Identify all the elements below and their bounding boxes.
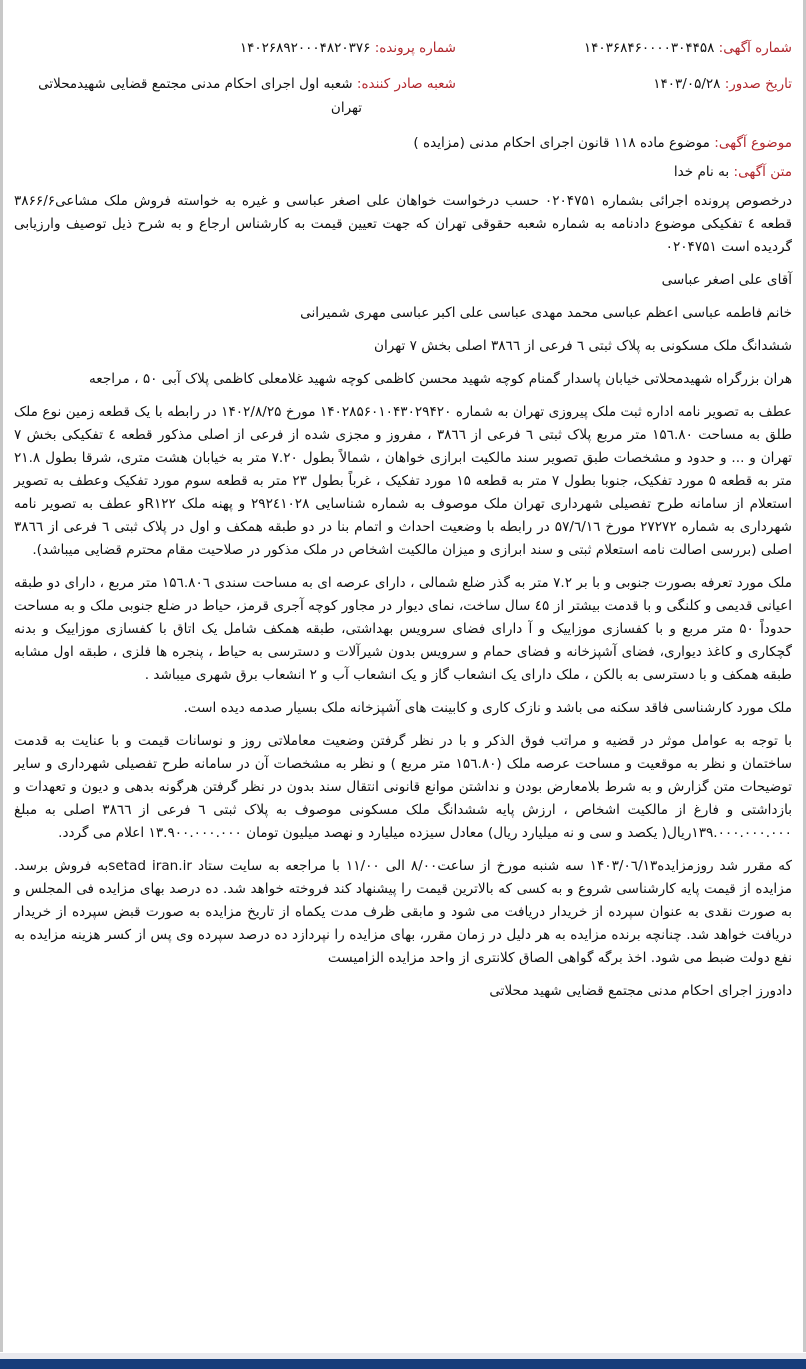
paragraph-signature: دادورز اجرای احکام مدنی مجتمع قضایی شهید محلاتی (489, 983, 792, 999)
subject-label: موضوع آگهی: (714, 135, 792, 151)
paragraph-auction: که مقرر شد روزمزایده۱۴۰۳/۰٦/۱۳ سه شنبه مورخ از ساعت۸/۰۰ الی ۱۱/۰۰ با مراجعه به سایت ستاد setad iran.irبه فروش برسد. مزایده از قیمت پایه کارشناسی شروع و به کسی که بالاترین قیمت را پیشنهاد کند فروخته خواهد شد. ده درصد بهای مزایده فی المجلس و به صورت نقدی به عنوان سپرده از خریدار دریافت می شود و مابقی ظرف مدت یکماه از تاریخ مزایده به صورت قبض سپرده از خریدار دریافت خواهد شد. چنانچه برنده مزایده به هر دلیل در زمان مقرر، بهای مزایده را نپردازد ده درصد سپرده وی پس از کسر هزینه مزایده به نفع دولت ضبط می شود. اخذ برگه گواهی الصاق کلانتری از واحد مزایده الزامیست (14, 858, 792, 966)
opening-line: به نام خدا (673, 164, 730, 180)
issue-date-row (653, 73, 792, 95)
ad-number-label: شماره آگهی: (718, 40, 792, 56)
paragraph-valuation: با توجه به عوامل موثر در قضیه و مراتب فوق الذکر و با در نظر گرفتن وضعیت معاملاتی روز و نوسانات قیمت و با عنایت به قدمت ساختمان و نظر به موقعیت و مساحت عرصه ملک (۱۵٦.۸۰ متر مربع ) و نظر به مشخصات آن در سامانه طرح تفصیلی شهرداری و سایر توضیحات متن گزارش و به شرط بلامعارض بودن و نداشتن موانع قانونی انتقال سند بدون در نظر گرفتن هرگونه بدهی و دیون و تعهدات و بازداشتی و فارغ از مالکیت اشخاص ، ارزش پایه ششدانگ ملک مسکونی موصوف به پلاک ثبتی ٦ فرعی از ۳۸٦٦ اصلی به مبلغ ۱۳۹.۰۰۰.۰۰۰.۰۰۰ریال( یکصد و سی و نه میلیارد ریال) معادل سیزده میلیارد و نهصد میلیون تومان ۱۳.۹۰۰.۰۰۰.۰۰۰ اعلام می گردد. (14, 733, 793, 841)
subject-line (14, 132, 792, 155)
ad-content (14, 132, 792, 1013)
body-heading (14, 161, 792, 184)
issuer-label: شعبه صادر کننده: (356, 76, 456, 92)
paragraph-condition: ملک مورد کارشناسی فاقد سکنه می باشد و نازک کاری و کابینت های آشپزخانه ملک بسیار صدمه دیده است. (183, 700, 792, 716)
ad-number-row (584, 37, 792, 59)
file-number-label: شماره پرونده: (374, 40, 456, 56)
paragraph-plaintiff: آقای علی اصغر عباسی (661, 272, 792, 288)
file-number: ۱۴۰۲۶۸۹۲۰۰۰۴۸۲۰۳۷۶ (239, 40, 371, 56)
paragraph-description: ملک مورد تعرفه بصورت جنوبی و با بر ۷.۲ متر به گذر ضلع شمالی ، دارای عرصه ای به مساحت سندی ۱۵٦.۸۰٦ متر مربع ، دارای دو طبقه اعیانی قدیمی و کلنگی و با قدمت بیشتر از ٤۵ سال ساخت، نمای دیوار در مجاور کوچه آجری قرمز، حیاط در ضلع جنوبی ملک و به مساحت حدوداً ۵۰ متر مربع و با کفسازی موزاییک و آ دارای فضای سرویس بهداشتی، طبقه همکف شامل یک اتاق با کفسازی موزاییک و بدنه گچکاری و کاغذ دیواری، فضای آشپزخانه و فضای حمام و سرویس بدون شیرآلات و دسترسی به حیاط ، پنجره ها فلزی ، طبقه اول مشابه طبقه همکف و با دسترسی به بالکن ، ملک دارای یک انشعاب گاز و یک انشعاب آب و ۲ انشعاب برق شهری میباشد . (14, 575, 793, 683)
issuer-line2-row (331, 97, 362, 119)
issuer-row (38, 73, 456, 95)
issuer-line1: شعبه اول اجرای احکام مدنی مجتمع قضایی شهیدمحلاتی (38, 76, 353, 92)
file-number-row (240, 37, 456, 59)
issuer-line2: تهران (330, 100, 362, 116)
body-label: متن آگهی: (733, 164, 792, 180)
bottom-bar (0, 1359, 806, 1369)
issue-date-label: تاریخ صدور: (724, 76, 792, 92)
paragraph-property: ششدانگ ملک مسکونی به پلاک ثبتی ٦ فرعی از ۳۸٦٦ اصلی بخش ۷ تهران (373, 338, 792, 354)
paragraph-registry: عطف به تصویر نامه اداره ثبت ملک پیروزی تهران به شماره ۱۴۰۲۸۵۶۰۱۰۴۳۰۲۹۴۲۰ مورخ ۱۴۰۲/۸/۲۵ در رابطه با یک قطعه زمین نوع ملک طلق به مساحت ۱۵٦.۸۰ متر مربع پلاک ثبتی ٦ فرعی از ۳۸٦٦ ، مفروز و مجزی شده از فرعی از اصلی مذکور قطعه ٤ تفکیکی بخش ۷ تهران و ... و حدود و مشخصات طبق تصویر سند مالکیت ابرازی خواهان ، شمالاً بطول ۷.۲۰ متر به خیابان هشت متری، شرقا بطول ۲۱.۸ متر به قطعه ۵ مورد تفکیک، جنوبا بطول ۷ متر به قطعه ۱۵ مورد تفکیک ، غرباً بطول ۲۳ متر به قطعه سوم مورد تفکیک وعطف به تصویر استعلام از سامانه طرح تفصیلی شهرداری تهران ملک موصوف به شماره شناسایی ۲۹۲٤۱۰۲۸ و پهنه ملک R۱۲۲و عطف به تصویر نامه شهرداری به شماره ۲۷۲۷۲ مورخ ۵۷/٦/۱٦ در رابطه با وضعیت احداث و اتمام بنا در دو طبقه همکف و اول در پلاک ثبتی ٦ فرعی از ۳۸٦٦ اصلی (بررسی اصالت نامه استعلام ثبتی و سند ابرازی و میزان مالکیت اشخاص در ملک مذکور در صلاحیت مقام محترم قضایی میباشد). (14, 404, 793, 558)
subject-value: موضوع ماده ۱۱۸ قانون اجرای احکام مدنی (مزایده ) (413, 135, 710, 151)
ad-number: ۱۴۰۳۶۸۴۶۰۰۰۰۳۰۴۴۵۸ (583, 40, 715, 56)
left-border (0, 0, 3, 1352)
paragraph-address: هران بزرگراه شهیدمحلاتی خیابان پاسدار گمنام کوچه شهید محسن کاظمی کوچه شهید غلامعلی کاظمی پلاک آبی ۵۰ ، مراجعه (88, 371, 792, 387)
paragraph-case: درخصوص پرونده اجرائی بشماره ۰۲۰۴۷۵۱ حسب درخواست خواهان علی اصغر عباسی و غیره به خواسته فروش ملک مشاعی۳۸۶۶/۶ قطعه ٤ تفکیکی موضوع دادنامه به شماره شعبه حقوقی تهران که جهت تعیین قیمت به کارشناس ارجاع و به شرح ذیل توصیف وارزیابی گردیده است ۰۲۰۴۷۵۱ (14, 193, 792, 255)
issue-date: ۱۴۰۳/۰۵/۲۸ (653, 76, 721, 92)
paragraph-defendants: خانم فاطمه عباسی اعظم عباسی محمد مهدی عباسی علی اکبر عباسی مهری شمیرانی (300, 305, 792, 321)
